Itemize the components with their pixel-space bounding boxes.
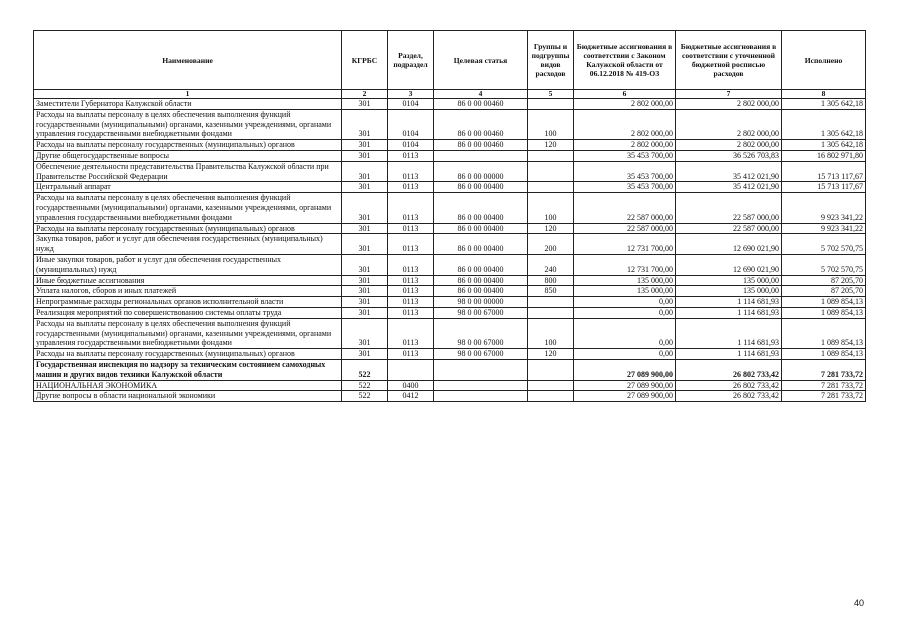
row-refined-amount: 1 114 681,93 <box>676 297 782 308</box>
row-executed-amount: 9 923 341,22 <box>782 193 866 223</box>
row-name: Другие общегосударственные вопросы <box>34 150 342 161</box>
row-law-amount: 12 731 700,00 <box>574 234 676 255</box>
row-refined-amount: 1 114 681,93 <box>676 349 782 360</box>
row-target: 98 0 00 00000 <box>434 297 528 308</box>
row-group <box>528 391 574 402</box>
row-target <box>434 391 528 402</box>
row-kgrbs: 522 <box>342 380 388 391</box>
column-number: 4 <box>434 90 528 99</box>
row-kgrbs: 301 <box>342 223 388 234</box>
row-kgrbs: 301 <box>342 161 388 182</box>
row-law-amount: 22 587 000,00 <box>574 193 676 223</box>
row-refined-amount: 2 802 000,00 <box>676 99 782 110</box>
row-law-amount: 2 802 000,00 <box>574 99 676 110</box>
table-row <box>34 193 866 223</box>
row-refined-amount: 1 114 681,93 <box>676 307 782 318</box>
row-group <box>528 297 574 308</box>
row-name: Закупка товаров, работ и услуг для обеспечения государственных (муниципальных) нужд <box>34 234 342 255</box>
row-refined-amount: 35 412 021,90 <box>676 182 782 193</box>
row-target: 86 0 00 00400 <box>434 234 528 255</box>
row-refined-amount: 22 587 000,00 <box>676 223 782 234</box>
row-group: 850 <box>528 286 574 297</box>
row-executed-amount: 15 713 117,67 <box>782 161 866 182</box>
header-target: Целевая статья <box>434 31 528 90</box>
row-group <box>528 182 574 193</box>
row-executed-amount: 1 089 854,13 <box>782 349 866 360</box>
row-refined-amount: 26 802 733,42 <box>676 391 782 402</box>
row-group: 800 <box>528 275 574 286</box>
table-row <box>34 99 866 110</box>
row-law-amount: 0,00 <box>574 318 676 348</box>
row-target: 86 0 00 00000 <box>434 161 528 182</box>
row-refined-amount: 1 114 681,93 <box>676 318 782 348</box>
row-refined-amount: 36 526 703,83 <box>676 150 782 161</box>
row-kgrbs: 301 <box>342 349 388 360</box>
row-name: Расходы на выплаты персоналу в целях обеспечения выполнения функций государственными (муниципальными) органами, казенными учреждениями, органами управления государственными внебюджетными фондами <box>34 193 342 223</box>
row-executed-amount: 1 089 854,13 <box>782 297 866 308</box>
row-kgrbs: 301 <box>342 193 388 223</box>
row-executed-amount: 16 802 971,80 <box>782 150 866 161</box>
row-refined-amount: 26 802 733,42 <box>676 359 782 380</box>
row-target: 86 0 00 00400 <box>434 223 528 234</box>
row-name: Расходы на выплаты персоналу в целях обеспечения выполнения функций государственными (муниципальными) органами, казенными учреждениями, органами управления государственными внебюджетными фондами <box>34 318 342 348</box>
row-target: 98 0 00 67000 <box>434 307 528 318</box>
row-group: 100 <box>528 109 574 139</box>
column-number: 5 <box>528 90 574 99</box>
header-section: Раздел, подраздел <box>388 31 434 90</box>
row-executed-amount: 1 305 642,18 <box>782 140 866 151</box>
row-name: Расходы на выплаты персоналу в целях обеспечения выполнения функций государственными (муниципальными) органами, казенными учреждениями, органами управления государственными внебюджетными фондами <box>34 109 342 139</box>
row-target <box>434 380 528 391</box>
row-name: Другие вопросы в области национальной экономики <box>34 391 342 402</box>
row-executed-amount: 1 089 854,13 <box>782 318 866 348</box>
table-row <box>34 391 866 402</box>
row-group: 100 <box>528 193 574 223</box>
row-law-amount: 0,00 <box>574 297 676 308</box>
row-executed-amount: 7 281 733,72 <box>782 380 866 391</box>
row-kgrbs: 301 <box>342 307 388 318</box>
row-executed-amount: 5 702 570,75 <box>782 254 866 275</box>
row-name: Заместители Губернатора Калужской области <box>34 99 342 110</box>
row-refined-amount: 12 690 021,90 <box>676 234 782 255</box>
row-refined-amount: 2 802 000,00 <box>676 109 782 139</box>
row-section: 0113 <box>388 307 434 318</box>
row-refined-amount: 22 587 000,00 <box>676 193 782 223</box>
header-law: Бюджетные ассигнования в соответствии с Законом Калужской области от 06.12.2018 № 419-ОЗ <box>574 31 676 90</box>
row-section: 0412 <box>388 391 434 402</box>
table-row <box>34 254 866 275</box>
row-target: 86 0 00 00460 <box>434 140 528 151</box>
row-kgrbs: 301 <box>342 234 388 255</box>
row-section: 0113 <box>388 223 434 234</box>
row-law-amount: 35 453 700,00 <box>574 182 676 193</box>
row-refined-amount: 2 802 000,00 <box>676 140 782 151</box>
row-group <box>528 150 574 161</box>
row-kgrbs: 301 <box>342 99 388 110</box>
row-refined-amount: 12 690 021,90 <box>676 254 782 275</box>
row-section: 0113 <box>388 234 434 255</box>
row-kgrbs: 522 <box>342 359 388 380</box>
row-target: 98 0 00 67000 <box>434 349 528 360</box>
row-refined-amount: 135 000,00 <box>676 275 782 286</box>
row-executed-amount: 9 923 341,22 <box>782 223 866 234</box>
row-law-amount: 22 587 000,00 <box>574 223 676 234</box>
row-name: Расходы на выплаты персоналу государственных (муниципальных) органов <box>34 140 342 151</box>
row-executed-amount: 15 713 117,67 <box>782 182 866 193</box>
row-kgrbs: 301 <box>342 109 388 139</box>
row-executed-amount: 87 205,70 <box>782 275 866 286</box>
row-kgrbs: 301 <box>342 140 388 151</box>
row-group <box>528 161 574 182</box>
budget-table-sheet <box>33 30 865 402</box>
table-row <box>34 182 866 193</box>
row-group: 240 <box>528 254 574 275</box>
table-row <box>34 286 866 297</box>
table-row <box>34 318 866 348</box>
row-section: 0104 <box>388 99 434 110</box>
row-kgrbs: 522 <box>342 391 388 402</box>
budget-table <box>33 30 866 402</box>
row-section: 0113 <box>388 161 434 182</box>
table-row <box>34 161 866 182</box>
row-executed-amount: 1 305 642,18 <box>782 99 866 110</box>
row-target: 86 0 00 00400 <box>434 254 528 275</box>
table-row <box>34 380 866 391</box>
row-group: 100 <box>528 318 574 348</box>
row-section: 0113 <box>388 150 434 161</box>
row-law-amount: 27 089 900,00 <box>574 359 676 380</box>
row-refined-amount: 135 000,00 <box>676 286 782 297</box>
row-refined-amount: 26 802 733,42 <box>676 380 782 391</box>
row-law-amount: 12 731 700,00 <box>574 254 676 275</box>
row-target: 86 0 00 00400 <box>434 275 528 286</box>
row-law-amount: 27 089 900,00 <box>574 391 676 402</box>
row-target <box>434 150 528 161</box>
column-number: 6 <box>574 90 676 99</box>
header-name: Наименование <box>34 31 342 90</box>
row-section: 0400 <box>388 380 434 391</box>
table-row <box>34 349 866 360</box>
row-executed-amount: 7 281 733,72 <box>782 391 866 402</box>
row-target: 86 0 00 00460 <box>434 99 528 110</box>
row-section: 0113 <box>388 193 434 223</box>
row-executed-amount: 7 281 733,72 <box>782 359 866 380</box>
row-group: 120 <box>528 349 574 360</box>
row-target <box>434 359 528 380</box>
row-name: Уплата налогов, сборов и иных платежей <box>34 286 342 297</box>
row-target: 86 0 00 00400 <box>434 182 528 193</box>
row-law-amount: 35 453 700,00 <box>574 161 676 182</box>
table-row <box>34 297 866 308</box>
row-name: Расходы на выплаты персоналу государственных (муниципальных) органов <box>34 349 342 360</box>
column-number: 1 <box>34 90 342 99</box>
row-name: Иные закупки товаров, работ и услуг для обеспечения государственных (муниципальных) нужд <box>34 254 342 275</box>
row-name: Непрограммные расходы региональных органов исполнительной власти <box>34 297 342 308</box>
row-law-amount: 0,00 <box>574 349 676 360</box>
row-law-amount: 2 802 000,00 <box>574 140 676 151</box>
row-name: Обеспечение деятельности представительства Правительства Калужской области при Правительстве Российской Федерации <box>34 161 342 182</box>
row-executed-amount: 5 702 570,75 <box>782 234 866 255</box>
table-row <box>34 140 866 151</box>
row-section: 0113 <box>388 286 434 297</box>
table-row <box>34 150 866 161</box>
row-kgrbs: 301 <box>342 297 388 308</box>
table-row <box>34 275 866 286</box>
table-row <box>34 234 866 255</box>
row-name: Расходы на выплаты персоналу государственных (муниципальных) органов <box>34 223 342 234</box>
row-executed-amount: 1 305 642,18 <box>782 109 866 139</box>
row-section: 0113 <box>388 275 434 286</box>
row-group <box>528 359 574 380</box>
table-row <box>34 109 866 139</box>
row-name: Реализация мероприятий по совершенствованию системы оплаты труда <box>34 307 342 318</box>
row-section: 0113 <box>388 297 434 308</box>
row-group: 200 <box>528 234 574 255</box>
row-kgrbs: 301 <box>342 254 388 275</box>
column-number: 8 <box>782 90 866 99</box>
row-law-amount: 27 089 900,00 <box>574 380 676 391</box>
row-target: 98 0 00 67000 <box>434 318 528 348</box>
row-law-amount: 135 000,00 <box>574 286 676 297</box>
row-name: НАЦИОНАЛЬНАЯ ЭКОНОМИКА <box>34 380 342 391</box>
row-kgrbs: 301 <box>342 318 388 348</box>
table-row <box>34 359 866 380</box>
row-section <box>388 359 434 380</box>
row-kgrbs: 301 <box>342 182 388 193</box>
table-row <box>34 223 866 234</box>
page-number: 40 <box>854 598 865 608</box>
row-executed-amount: 87 205,70 <box>782 286 866 297</box>
row-name: Иные бюджетные ассигнования <box>34 275 342 286</box>
row-group <box>528 380 574 391</box>
row-refined-amount: 35 412 021,90 <box>676 161 782 182</box>
header-row <box>34 31 866 90</box>
column-number: 3 <box>388 90 434 99</box>
row-section: 0113 <box>388 254 434 275</box>
row-law-amount: 0,00 <box>574 307 676 318</box>
row-group <box>528 99 574 110</box>
row-section: 0113 <box>388 318 434 348</box>
column-number-row <box>34 90 866 99</box>
column-number: 7 <box>676 90 782 99</box>
row-law-amount: 35 453 700,00 <box>574 150 676 161</box>
table-body <box>34 99 866 402</box>
row-group: 120 <box>528 140 574 151</box>
row-section: 0113 <box>388 349 434 360</box>
row-kgrbs: 301 <box>342 286 388 297</box>
row-name: Центральный аппарат <box>34 182 342 193</box>
table-row <box>34 307 866 318</box>
row-group <box>528 307 574 318</box>
row-law-amount: 135 000,00 <box>574 275 676 286</box>
header-refined: Бюджетные ассигнования в соответствии с уточненной бюджетной росписью расходов <box>676 31 782 90</box>
row-section: 0104 <box>388 140 434 151</box>
header-kgrbs: КГРБС <box>342 31 388 90</box>
row-kgrbs: 301 <box>342 275 388 286</box>
header-executed: Исполнено <box>782 31 866 90</box>
row-group: 120 <box>528 223 574 234</box>
header-group: Группы и подгруппы видов расходов <box>528 31 574 90</box>
row-target: 86 0 00 00400 <box>434 286 528 297</box>
row-target: 86 0 00 00400 <box>434 193 528 223</box>
column-number: 2 <box>342 90 388 99</box>
row-kgrbs: 301 <box>342 150 388 161</box>
row-name: Государственная инспекция по надзору за техническим состоянием самоходных машин и других видов техники Калужской области <box>34 359 342 380</box>
row-executed-amount: 1 089 854,13 <box>782 307 866 318</box>
row-law-amount: 2 802 000,00 <box>574 109 676 139</box>
row-section: 0104 <box>388 109 434 139</box>
row-section: 0113 <box>388 182 434 193</box>
row-target: 86 0 00 00460 <box>434 109 528 139</box>
